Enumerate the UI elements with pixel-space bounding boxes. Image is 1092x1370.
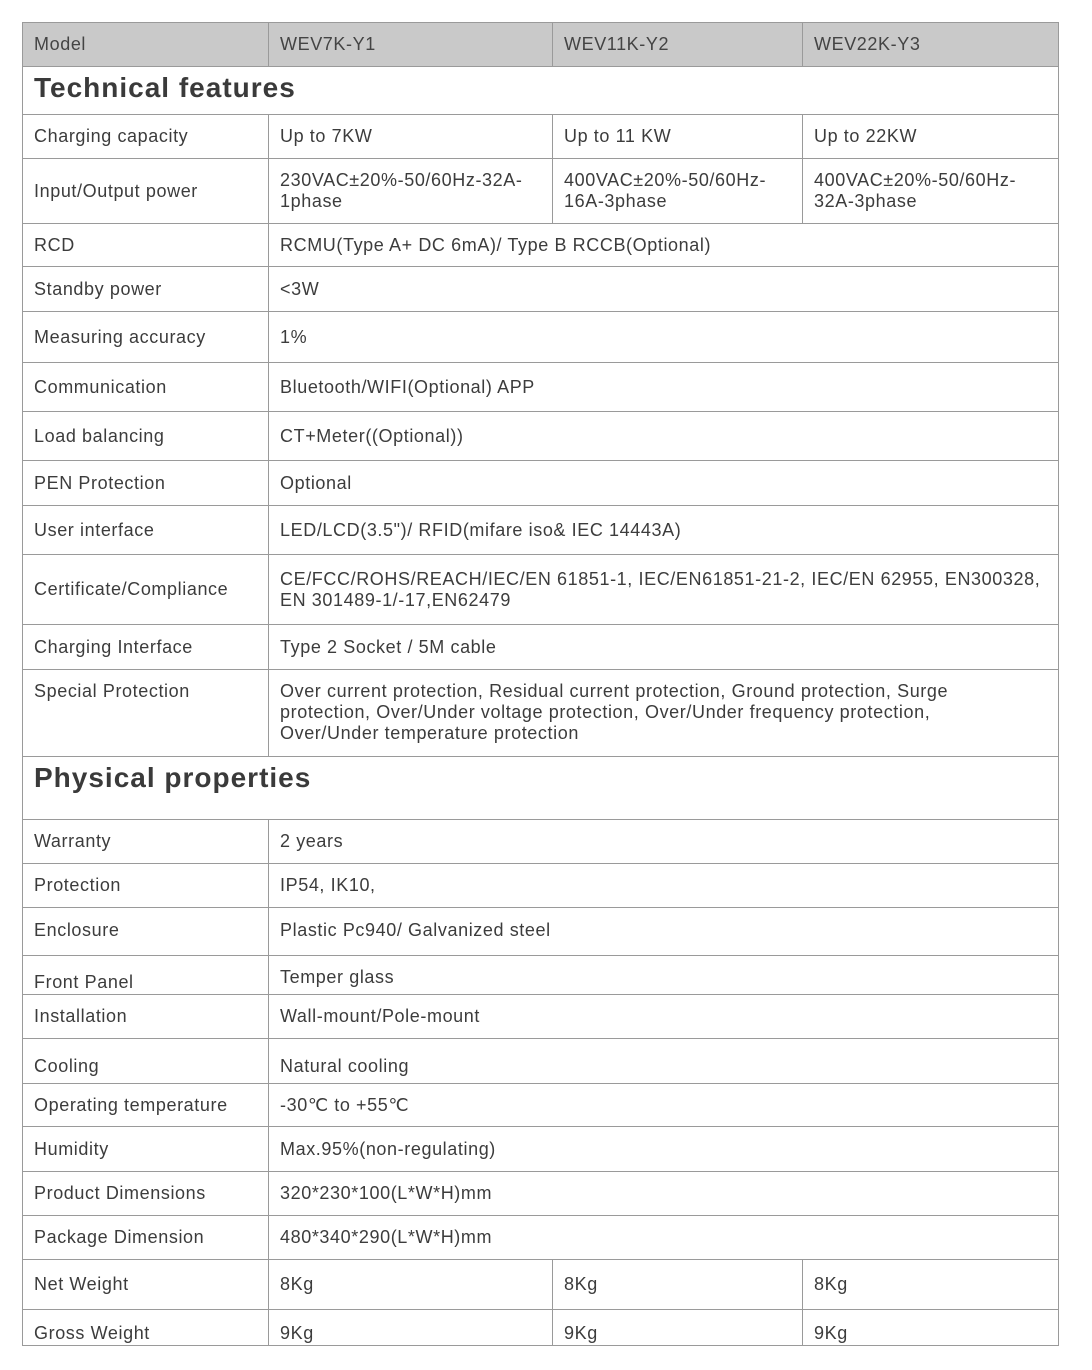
- row-operating-temperature: [23, 1084, 1059, 1127]
- row-label: Warranty: [23, 820, 269, 864]
- row-label: Humidity: [23, 1127, 269, 1172]
- row-cooling: [23, 1039, 1059, 1084]
- cell-value: 8Kg: [803, 1260, 1059, 1310]
- row-protection: [23, 864, 1059, 908]
- row-front-panel: [23, 956, 1059, 995]
- row-communication: [23, 363, 1059, 412]
- row-label: Standby power: [23, 267, 269, 312]
- row-label: PEN Protection: [23, 461, 269, 506]
- cell-value: Plastic Pc940/ Galvanized steel: [269, 908, 1059, 956]
- row-rcd: [23, 224, 1059, 267]
- row-label: Load balancing: [23, 412, 269, 461]
- model-wev11k: WEV11K-Y2: [553, 23, 803, 67]
- cell-value: 9Kg: [803, 1310, 1059, 1346]
- row-label: Operating temperature: [23, 1084, 269, 1127]
- row-product-dimensions: [23, 1172, 1059, 1216]
- cell-value: 480*340*290(L*W*H)mm: [269, 1216, 1059, 1260]
- cell-value: CE/FCC/ROHS/REACH/IEC/EN 61851-1, IEC/EN61851-21-2, IEC/EN 62955, EN300328, EN 301489-1/-17,EN62479: [269, 555, 1059, 625]
- row-label: Charging capacity: [23, 115, 269, 159]
- spec-sheet: [22, 22, 1058, 1346]
- row-label: Certificate/Compliance: [23, 555, 269, 625]
- row-special-protection: [23, 670, 1059, 757]
- cell-value: Bluetooth/WIFI(Optional) APP: [269, 363, 1059, 412]
- row-label: Gross Weight: [23, 1310, 269, 1346]
- row-package-dimension: [23, 1216, 1059, 1260]
- cell-value: Type 2 Socket / 5M cable: [269, 625, 1059, 670]
- row-label: Protection: [23, 864, 269, 908]
- row-io-power: [23, 159, 1059, 224]
- cell-value: CT+Meter((Optional)): [269, 412, 1059, 461]
- row-label: Package Dimension: [23, 1216, 269, 1260]
- cell-value: 230VAC±20%-50/60Hz-32A-1phase: [269, 159, 553, 224]
- model-wev22k: WEV22K-Y3: [803, 23, 1059, 67]
- row-enclosure: [23, 908, 1059, 956]
- row-label: Installation: [23, 995, 269, 1039]
- model-header-row: [23, 23, 1059, 67]
- cell-value: IP54, IK10,: [269, 864, 1059, 908]
- row-charging-capacity: [23, 115, 1059, 159]
- cell-value: Max.95%(non-regulating): [269, 1127, 1059, 1172]
- row-net-weight: [23, 1260, 1059, 1310]
- row-measuring-accuracy: [23, 312, 1059, 363]
- cell-value: Up to 7KW: [269, 115, 553, 159]
- cell-value: 320*230*100(L*W*H)mm: [269, 1172, 1059, 1216]
- cell-value: 9Kg: [269, 1310, 553, 1346]
- model-label: Model: [23, 23, 269, 67]
- section-row-physical: [23, 757, 1059, 820]
- cell-value: Up to 22KW: [803, 115, 1059, 159]
- row-label: Measuring accuracy: [23, 312, 269, 363]
- cell-value: 400VAC±20%-50/60Hz-16A-3phase: [553, 159, 803, 224]
- section-row-technical: [23, 67, 1059, 115]
- row-pen-protection: [23, 461, 1059, 506]
- row-label: Enclosure: [23, 908, 269, 956]
- row-standby-power: [23, 267, 1059, 312]
- row-label: Input/Output power: [23, 159, 269, 224]
- cell-value: <3W: [269, 267, 1059, 312]
- cell-value: Optional: [269, 461, 1059, 506]
- cell-value: -30℃ to +55℃: [269, 1084, 1059, 1127]
- row-charging-interface: [23, 625, 1059, 670]
- row-user-interface: [23, 506, 1059, 555]
- row-label: RCD: [23, 224, 269, 267]
- spec-table: [22, 22, 1059, 1346]
- row-label: Special Protection: [23, 670, 269, 757]
- cell-value: Temper glass: [269, 956, 1059, 995]
- cell-value: LED/LCD(3.5")/ RFID(mifare iso& IEC 14443A): [269, 506, 1059, 555]
- cell-value: Up to 11 KW: [553, 115, 803, 159]
- row-gross-weight: [23, 1310, 1059, 1346]
- row-label: Front Panel: [23, 956, 269, 995]
- row-installation: [23, 995, 1059, 1039]
- cell-value: 400VAC±20%-50/60Hz-32A-3phase: [803, 159, 1059, 224]
- cell-value: 1%: [269, 312, 1059, 363]
- cell-value: RCMU(Type A+ DC 6mA)/ Type B RCCB(Optional): [269, 224, 1059, 267]
- cell-value: 8Kg: [269, 1260, 553, 1310]
- cell-value: Natural cooling: [269, 1039, 1059, 1084]
- row-certificate: [23, 555, 1059, 625]
- row-label: User interface: [23, 506, 269, 555]
- cell-value: Over current protection, Residual current protection, Ground protection, Surge protection, Over/Under voltage protection, Over/Under frequency protection, Over/Under temperature protection: [269, 670, 1059, 757]
- cell-value: 2 years: [269, 820, 1059, 864]
- section-title-physical: Physical properties: [23, 757, 1059, 820]
- row-warranty: [23, 820, 1059, 864]
- model-wev7k: WEV7K-Y1: [269, 23, 553, 67]
- cell-value: 8Kg: [553, 1260, 803, 1310]
- row-label: Charging Interface: [23, 625, 269, 670]
- row-label: Net Weight: [23, 1260, 269, 1310]
- row-label: Cooling: [23, 1039, 269, 1084]
- row-label: Product Dimensions: [23, 1172, 269, 1216]
- row-humidity: [23, 1127, 1059, 1172]
- cell-value: Wall-mount/Pole-mount: [269, 995, 1059, 1039]
- row-load-balancing: [23, 412, 1059, 461]
- cell-value: 9Kg: [553, 1310, 803, 1346]
- row-label: Communication: [23, 363, 269, 412]
- section-title-technical: Technical features: [23, 67, 1059, 115]
